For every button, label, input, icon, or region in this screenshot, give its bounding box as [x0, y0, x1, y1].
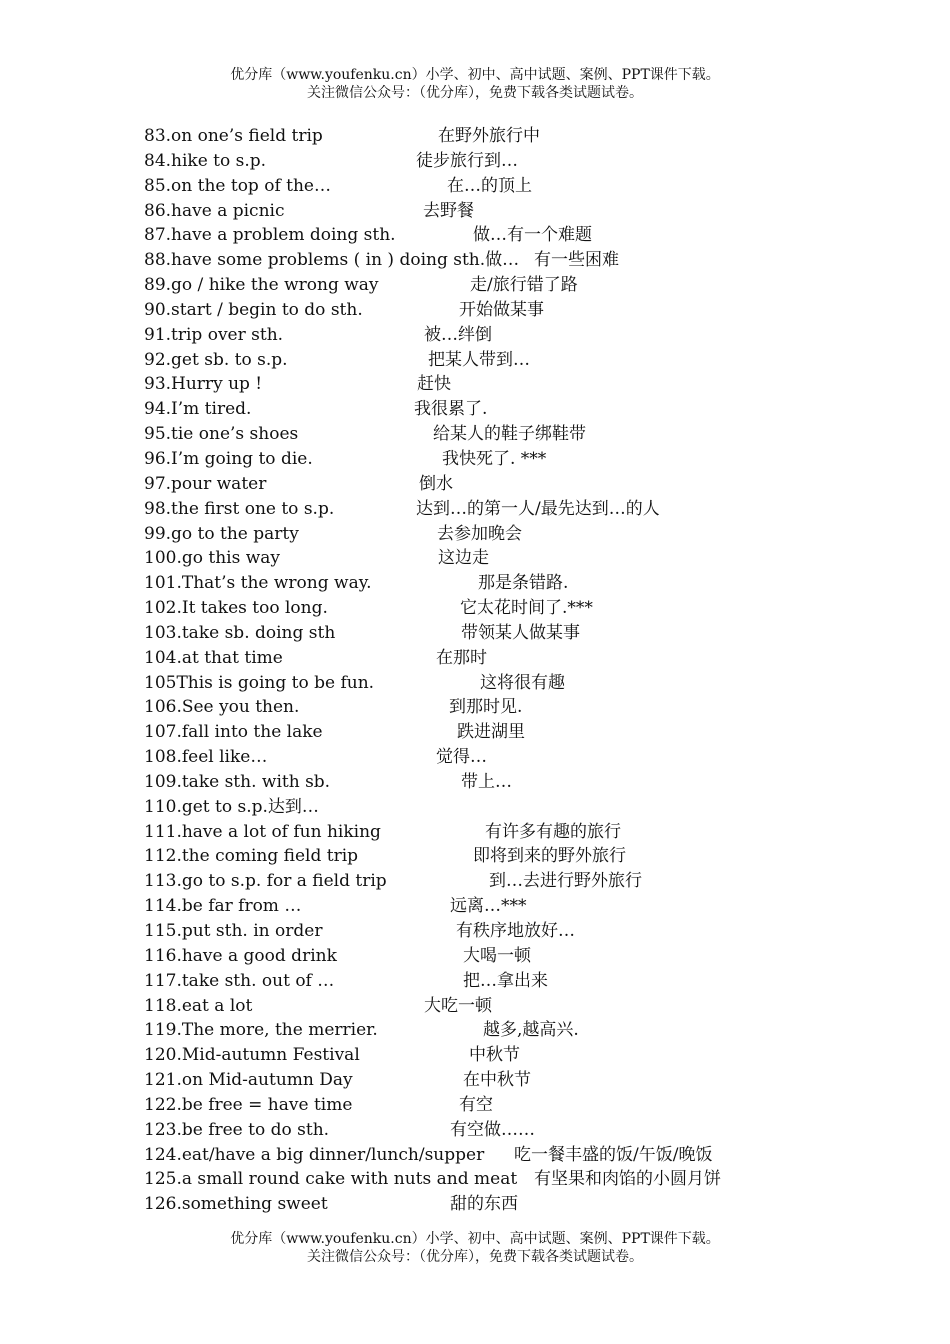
- list-item: [144, 497, 844, 522]
- phrase-chinese: 越多,越高兴.: [483, 1020, 579, 1041]
- phrase-chinese: 在中秋节: [463, 1070, 531, 1091]
- phrase-english: 125.a small round cake with nuts and meat: [144, 1169, 518, 1190]
- list-item: [144, 124, 844, 149]
- phrase-english: 108.feel like…: [144, 747, 268, 768]
- list-item: [144, 596, 844, 621]
- phrase-chinese: 赶快: [417, 374, 451, 395]
- list-item: [144, 695, 844, 720]
- phrase-chinese: 开始做某事: [459, 299, 544, 320]
- list-item: [144, 1167, 844, 1192]
- phrase-english: 115.put sth. in order: [144, 921, 323, 941]
- list-item: [144, 323, 844, 348]
- phrase-english: 98.the first one to s.p.: [144, 498, 335, 519]
- phrase-english: 99.go to the party: [144, 523, 299, 544]
- list-item: [144, 1192, 844, 1217]
- phrase-english: 94.I’m tired.: [144, 399, 252, 420]
- phrase-chinese: 给某人的鞋子绑鞋带: [433, 424, 586, 445]
- phrase-chinese: 大喝一顿: [463, 945, 531, 966]
- list-item: [144, 1043, 844, 1068]
- phrase-chinese: 甜的东西: [450, 1194, 518, 1215]
- phrase-english: 89.go / hike the wrong way: [144, 275, 379, 296]
- phrase-chinese: 我快死了. ***: [442, 448, 547, 469]
- phrase-english: 84.hike to s.p.: [144, 150, 267, 171]
- list-item: [144, 894, 844, 919]
- phrase-english: 83.on one’s field trip: [144, 126, 323, 146]
- phrase-english: 109.take sth. with sb.: [144, 771, 331, 792]
- list-item: [144, 1018, 844, 1043]
- phrase-chinese: 有空做……: [450, 1119, 535, 1140]
- phrase-english: 118.eat a lot: [144, 995, 253, 1016]
- phrase-chinese: 徒步旅行到…: [416, 150, 518, 171]
- list-item: [144, 869, 844, 894]
- phrase-chinese: 它太花时间了.***: [460, 598, 593, 619]
- phrase-chinese: 倒水: [419, 473, 453, 494]
- list-item: [144, 422, 844, 447]
- list-item: [144, 571, 844, 596]
- phrase-english: 106.See you then.: [144, 697, 300, 718]
- phrase-chinese: 即将到来的野外旅行: [473, 846, 626, 867]
- page-header: [0, 66, 950, 102]
- phrase-english: 92.get sb. to s.p.: [144, 349, 288, 370]
- phrase-chinese: 中秋节: [469, 1045, 520, 1066]
- phrase-english: 103.take sb. doing sth: [144, 622, 336, 643]
- footer-line-2: 关注微信公众号：（优分库），免费下载各类试题试卷。: [307, 1249, 643, 1265]
- phrase-chinese: 有秩序地放好…: [456, 921, 575, 941]
- phrase-chinese: 走/旅行错了路: [470, 275, 578, 296]
- phrase-chinese: 有一些困难: [534, 250, 619, 271]
- list-item: [144, 149, 844, 174]
- list-item: [144, 1143, 844, 1168]
- phrase-chinese: 把…拿出来: [463, 970, 548, 991]
- list-item: [144, 397, 844, 422]
- phrase-english: 85.on the top of the…: [144, 175, 331, 196]
- phrase-english: 120.Mid-autumn Festival: [144, 1045, 360, 1066]
- phrase-english: 86.have a picnic: [144, 200, 285, 221]
- list-item: [144, 795, 844, 820]
- phrase-english: 96.I’m going to die.: [144, 448, 313, 469]
- phrase-chinese: 我很累了.: [414, 399, 488, 420]
- list-item: [144, 919, 844, 944]
- phrase-chinese: 到…去进行野外旅行: [489, 871, 642, 892]
- list-item: [144, 223, 844, 248]
- phrase-chinese: 在野外旅行中: [438, 126, 540, 146]
- phrase-chinese: 那是条错路.: [478, 573, 569, 594]
- phrase-chinese: 达到…的第一人/最先达到…的人: [416, 498, 660, 519]
- list-item: [144, 621, 844, 646]
- phrase-chinese: 有许多有趣的旅行: [485, 821, 621, 842]
- phrase-chinese: 远离…***: [450, 896, 527, 917]
- phrase-chinese: 在那时: [436, 647, 487, 668]
- phrase-english: 107.fall into the lake: [144, 722, 323, 743]
- list-item: [144, 944, 844, 969]
- footer-line-1: 优分库（www.youfenku.cn）小学、初中、高中试题、案例、PPT课件下载。: [230, 1231, 720, 1247]
- list-item: [144, 671, 844, 696]
- phrase-chinese: 大吃一顿: [424, 995, 492, 1016]
- phrase-english: 105This is going to be fun.: [144, 672, 375, 693]
- phrase-english: 102.It takes too long.: [144, 598, 328, 619]
- phrase-chinese: 去野餐: [423, 200, 474, 221]
- phrase-english: 112.the coming field trip: [144, 846, 359, 867]
- phrase-english: 114.be far from …: [144, 896, 302, 917]
- list-item: [144, 298, 844, 323]
- list-item: [144, 844, 844, 869]
- list-item: [144, 720, 844, 745]
- list-item: [144, 546, 844, 571]
- phrase-chinese: 这将很有趣: [480, 672, 565, 693]
- list-item: [144, 770, 844, 795]
- list-item: [144, 199, 844, 224]
- list-item: [144, 1068, 844, 1093]
- phrase-chinese: 觉得…: [436, 747, 487, 768]
- phrase-english: 124.eat/have a big dinner/lunch/supper: [144, 1144, 485, 1165]
- phrase-english: 91.trip over sth.: [144, 324, 284, 345]
- phrase-chinese: 有空: [459, 1094, 493, 1115]
- list-item: [144, 174, 844, 199]
- phrase-english: 93.Hurry up !: [144, 374, 263, 395]
- phrase-english: 101.That’s the wrong way.: [144, 573, 372, 594]
- list-item: [144, 273, 844, 298]
- list-item: [144, 447, 844, 472]
- phrase-english: 119.The more, the merrier.: [144, 1020, 378, 1041]
- phrase-english: 97.pour water: [144, 473, 267, 494]
- phrase-chinese: 有坚果和肉馅的小圆月饼: [534, 1169, 721, 1190]
- phrase-chinese: 带上…: [461, 771, 512, 792]
- list-item: [144, 1093, 844, 1118]
- list-item: [144, 248, 844, 273]
- list-item: [144, 348, 844, 373]
- header-line-1: 优分库（www.youfenku.cn）小学、初中、高中试题、案例、PPT课件下载。: [230, 67, 720, 83]
- phrase-chinese: 把某人带到…: [428, 349, 530, 370]
- phrase-chinese: 做…有一个难题: [473, 225, 592, 246]
- phrase-english: 122.be free = have time: [144, 1094, 353, 1115]
- list-item: [144, 472, 844, 497]
- header-line-2: 关注微信公众号：（优分库），免费下载各类试题试卷。: [307, 85, 643, 101]
- phrase-english: 87.have a problem doing sth.: [144, 225, 396, 246]
- phrase-chinese: 被…绊倒: [424, 324, 492, 345]
- phrase-english: 88.have some problems ( in ) doing sth.做…: [144, 250, 520, 271]
- phrase-chinese: 带领某人做某事: [461, 622, 580, 643]
- phrase-english: 126.something sweet: [144, 1194, 328, 1215]
- phrase-chinese: 吃一餐丰盛的饭/午饭/晚饭: [514, 1144, 713, 1165]
- phrase-list: [144, 124, 844, 1217]
- phrase-english: 111.have a lot of fun hiking: [144, 821, 381, 842]
- list-item: [144, 994, 844, 1019]
- phrase-english: 123.be free to do sth.: [144, 1119, 330, 1140]
- list-item: [144, 372, 844, 397]
- list-item: [144, 745, 844, 770]
- phrase-chinese: 这边走: [438, 548, 489, 569]
- phrase-english: 104.at that time: [144, 647, 283, 668]
- page-footer: [0, 1230, 950, 1266]
- phrase-english: 100.go this way: [144, 548, 281, 569]
- phrase-english: 95.tie one’s shoes: [144, 424, 299, 445]
- list-item: [144, 820, 844, 845]
- list-item: [144, 1118, 844, 1143]
- phrase-english: 90.start / begin to do sth.: [144, 299, 363, 320]
- list-item: [144, 522, 844, 547]
- phrase-chinese: 去参加晚会: [437, 523, 522, 544]
- list-item: [144, 969, 844, 994]
- phrase-english: 121.on Mid-autumn Day: [144, 1070, 353, 1091]
- phrase-chinese: 跌进湖里: [457, 722, 525, 743]
- phrase-english: 116.have a good drink: [144, 945, 337, 966]
- phrase-chinese: 在…的顶上: [447, 175, 532, 196]
- phrase-chinese: 到那时见.: [449, 697, 523, 718]
- phrase-english: 117.take sth. out of …: [144, 970, 335, 991]
- phrase-english: 113.go to s.p. for a field trip: [144, 871, 387, 892]
- phrase-english: 110.get to s.p.达到…: [144, 796, 319, 817]
- list-item: [144, 646, 844, 671]
